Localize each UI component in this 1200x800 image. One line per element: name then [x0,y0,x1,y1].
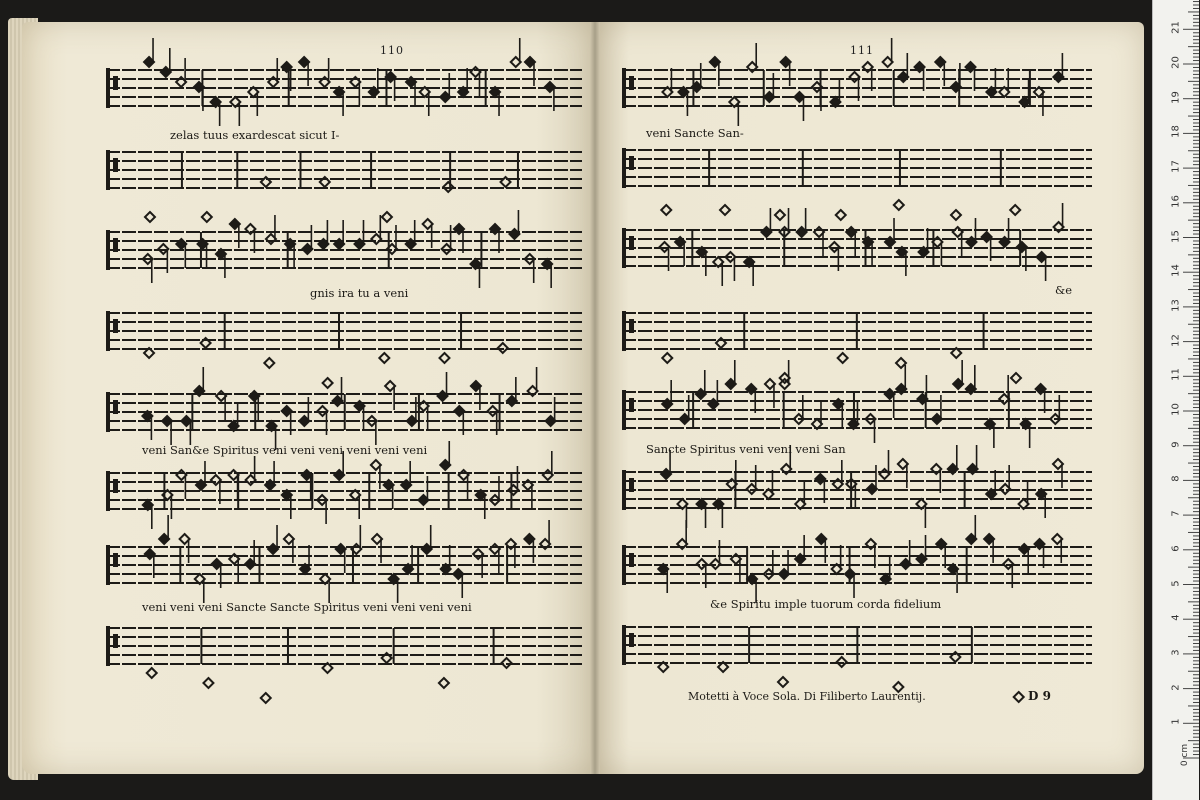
ruler-number: 12 [1170,333,1182,347]
ruler-number: 8 [1170,475,1182,483]
ruler-number: 1 [1170,718,1182,725]
ruler-number: 7 [1170,510,1182,517]
staff [622,311,1092,383]
ruler-number [1171,0,1182,3]
ruler-number: 20 [1170,56,1182,69]
ruler-unit-label: 0 cm [1180,743,1191,767]
staff [106,311,582,388]
ruler-number: 15 [1170,229,1182,243]
ruler-number: 4 [1170,614,1182,621]
ruler-number: 14 [1170,264,1182,278]
ruler-number: 5 [1170,579,1182,587]
lyric-line: veni San&e Spiritus veni veni veni veni veni veni [142,443,428,457]
lyric-line: &e Spiritu imple tuorum corda fidelium [710,597,942,611]
ruler-number: 19 [1170,90,1182,104]
ruler-number: 17 [1170,160,1182,173]
ruler-number: 18 [1170,125,1182,139]
page-footer: Motetti à Voce Sola. Di Filiberto Laurentij. [688,690,926,703]
ruler-number: 6 [1170,545,1182,552]
lyric-line: veni veni veni Sancte Sancte Spiritus veni veni veni veni [142,600,472,614]
staff [106,515,582,603]
staff [622,445,1092,528]
lyric-line: gnis ira tu a veni [310,286,409,300]
signature-mark: D 9 [1028,689,1051,703]
staff [106,367,582,450]
ruler-number: 16 [1170,194,1182,208]
ruler-number: 2 [1170,683,1182,691]
ruler-number: 9 [1170,441,1182,448]
ruler-number: 21 [1170,21,1182,35]
staff [622,203,1092,286]
lyric-line: veni Sancte San- [646,126,744,140]
staff [622,148,1092,220]
ruler-number: 11 [1170,368,1182,382]
staff [106,210,582,288]
staff [106,38,582,126]
right-page-number: 111 [850,44,874,57]
ruler-number: 3 [1170,649,1182,656]
left-page-number: 110 [380,44,404,57]
lyric-line: Sancte Spiritus veni veni veni San [646,442,846,456]
staff [622,515,1092,603]
lyric-line: zelas tuus exardescat sicut I- [170,128,340,142]
ruler-number: 13 [1170,299,1182,312]
ruler-number: 10 [1170,403,1182,416]
staff [106,626,582,703]
lyric-line: &e [1055,283,1073,297]
staff [106,150,582,222]
staff [622,360,1092,448]
